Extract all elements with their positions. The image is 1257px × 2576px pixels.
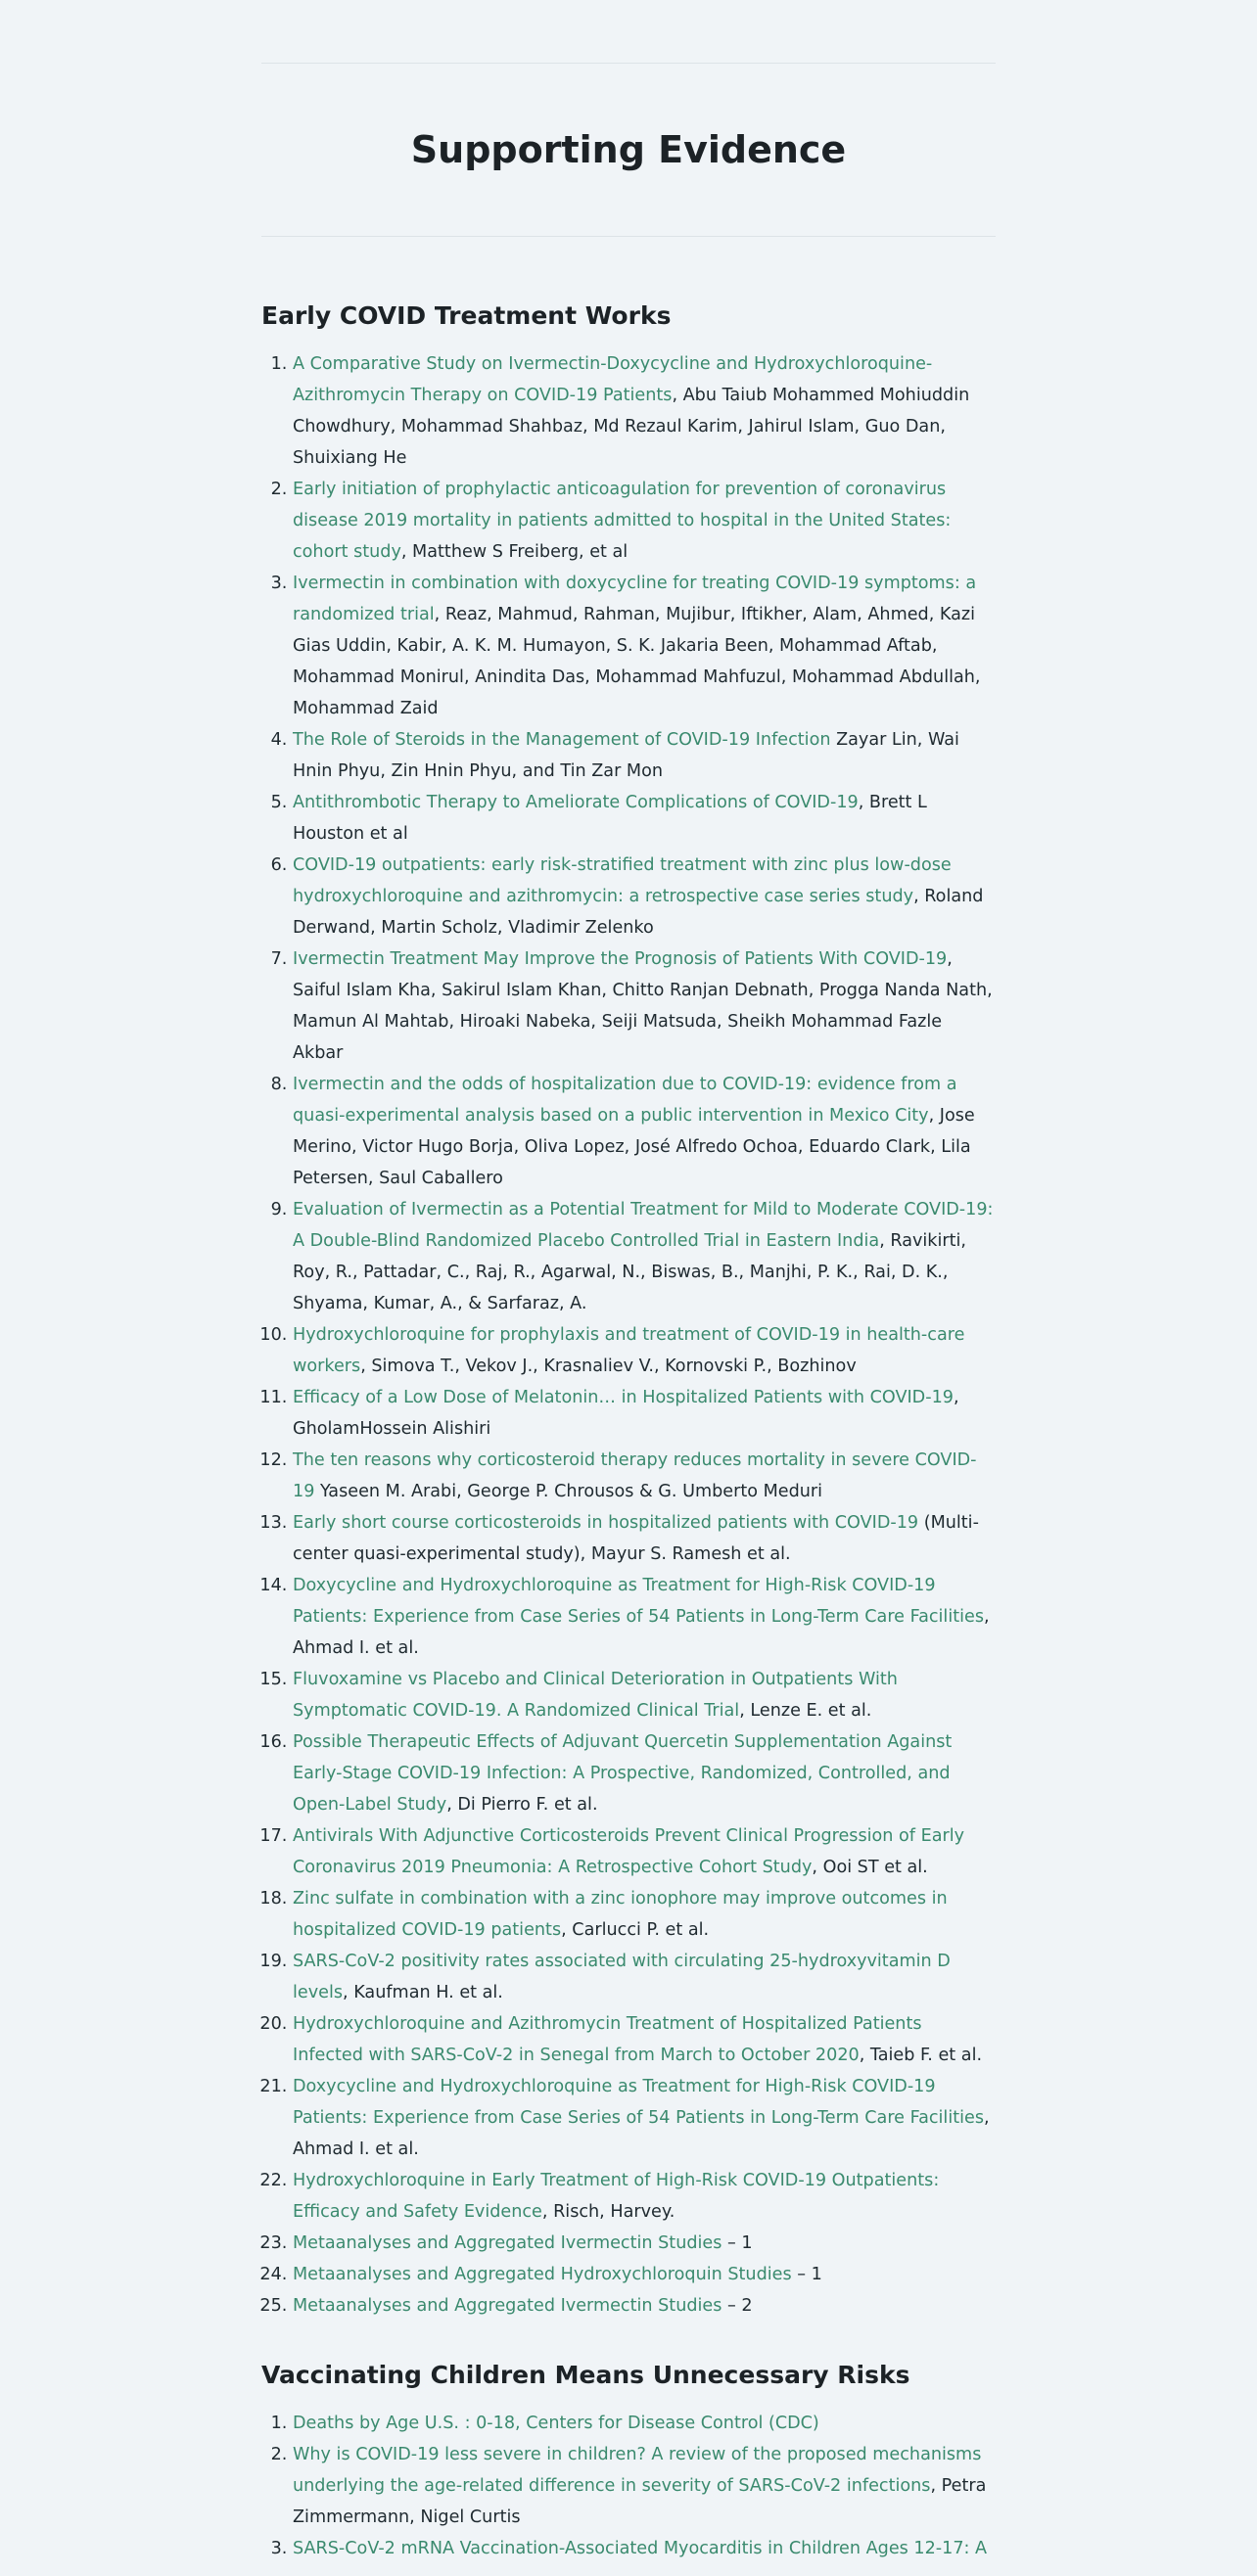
reference-link[interactable]: Hydroxychloroquine and Azithromycin Treatment of Hospitalized Patients Infected with SARS-CoV-2 in Senegal from March to October 2020 bbox=[293, 2014, 922, 2065]
reference-link[interactable]: The ten reasons why corticosteroid therapy reduces mortality in severe COVID-19 bbox=[293, 1450, 977, 1501]
reference-link[interactable]: A Comparative Study on Ivermectin-Doxycycline and Hydroxychloroquine-Azithromycin Therapy on COVID-19 Patients bbox=[293, 354, 933, 405]
reference-authors: , Ooi ST et al. bbox=[812, 1858, 928, 1877]
reference-item bbox=[293, 1883, 996, 1946]
reference-authors: – 1 bbox=[722, 2233, 753, 2253]
reference-item bbox=[293, 2408, 996, 2439]
reference-link[interactable]: Hydroxychloroquine for prophylaxis and treatment of COVID-19 in health-care workers bbox=[293, 1325, 965, 1376]
reference-item bbox=[293, 1726, 996, 1820]
reference-link[interactable]: Ivermectin in combination with doxycycline for treating COVID-19 symptoms: a randomized trial bbox=[293, 574, 977, 624]
reference-authors: , Saiful Islam Kha, Sakirul Islam Khan, Chitto Ranjan Debnath, Progga Nanda Nath, Mamun Al Mahtab, Hiroaki Nabeka, Seiji Matsuda, Sheikh Mohammad Fazle Akbar bbox=[293, 949, 993, 1063]
reference-link[interactable]: COVID-19 outpatients: early risk-stratified treatment with zinc plus low-dose hydroxychloroquine and azithromycin: a retrospective case series study bbox=[293, 855, 952, 906]
reference-authors: , Risch, Harvey. bbox=[541, 2202, 675, 2222]
reference-link[interactable]: Evaluation of Ivermectin as a Potential Treatment for Mild to Moderate COVID-19: A Double-Blind Randomized Placebo Controlled Trial in Eastern India bbox=[293, 1200, 994, 1251]
section-heading-vaccinating-children: Vaccinating Children Means Unnecessary Risks bbox=[261, 2361, 910, 2389]
reference-authors: , GholamHossein Alishiri bbox=[293, 1388, 959, 1439]
reference-item bbox=[293, 1820, 996, 1883]
reference-authors: , Ahmad I. et al. bbox=[293, 2108, 990, 2159]
reference-authors: , Carlucci P. et al. bbox=[561, 1920, 710, 1940]
reference-authors: , Ahmad I. et al. bbox=[293, 1607, 990, 1658]
reference-item bbox=[293, 568, 996, 724]
reference-link[interactable]: Metaanalyses and Aggregated Ivermectin Studies bbox=[293, 2233, 722, 2253]
reference-authors: , Petra Zimmermann, Nigel Curtis bbox=[293, 2476, 987, 2527]
reference-authors: , Lenze E. et al. bbox=[739, 1701, 872, 1721]
reference-authors: – 1 bbox=[791, 2265, 822, 2284]
reference-item bbox=[293, 1069, 996, 1194]
reference-link[interactable]: SARS-CoV-2 mRNA Vaccination-Associated Myocarditis in Children Ages 12-17: A bbox=[293, 2539, 988, 2558]
reference-authors: , Taieb F. et al. bbox=[859, 2046, 983, 2065]
title-divider bbox=[261, 236, 996, 237]
reference-item bbox=[293, 2071, 996, 2165]
reference-item bbox=[293, 850, 996, 943]
reference-authors: , Ravikirti, Roy, R., Pattadar, C., Raj, R., Agarwal, N., Biswas, B., Manjhi, P. K., Rai, D. K., Shyama, Kumar, A., & Sarfaraz, A. bbox=[293, 1231, 966, 1313]
reference-item bbox=[293, 348, 996, 474]
reference-item bbox=[293, 1664, 996, 1726]
reference-authors: , Roland Derwand, Martin Scholz, Vladimir Zelenko bbox=[293, 887, 984, 938]
reference-link[interactable]: Fluvoxamine vs Placebo and Clinical Deterioration in Outpatients With Symptomatic COVID-19. A Randomized Clinical Trial bbox=[293, 1670, 898, 1721]
reference-item bbox=[293, 1946, 996, 2008]
reference-authors: – 2 bbox=[722, 2296, 753, 2316]
reference-link[interactable]: Deaths by Age U.S. : 0-18, Centers for Disease Control (CDC) bbox=[293, 2414, 819, 2433]
reference-link[interactable]: Metaanalyses and Aggregated Ivermectin Studies bbox=[293, 2296, 722, 2316]
reference-item bbox=[293, 2533, 996, 2564]
reference-item bbox=[293, 1194, 996, 1319]
reference-item bbox=[293, 474, 996, 568]
reference-item bbox=[293, 787, 996, 850]
content-column bbox=[261, 63, 996, 2564]
reference-list-early-treatment bbox=[261, 348, 996, 2322]
reference-item bbox=[293, 2439, 996, 2533]
reference-authors: Zayar Lin, Wai Hnin Phyu, Zin Hnin Phyu, and Tin Zar Mon bbox=[293, 730, 959, 781]
reference-link[interactable]: Why is COVID-19 less severe in children? A review of the proposed mechanisms underlying the age-related difference in severity of SARS-CoV-2 infections bbox=[293, 2445, 982, 2496]
reference-item bbox=[293, 2290, 996, 2322]
reference-authors: , Abu Taiub Mohammed Mohiuddin Chowdhury, Mohammad Shahbaz, Md Rezaul Karim, Jahirul Islam, Guo Dan, Shuixiang He bbox=[293, 386, 970, 468]
reference-authors: , Brett L Houston et al bbox=[293, 793, 927, 844]
reference-list-vaccinating-children bbox=[261, 2408, 996, 2564]
reference-authors: , Simova T., Vekov J., Krasnaliev V., Kornovski P., Bozhinov bbox=[360, 1357, 857, 1376]
reference-item bbox=[293, 2165, 996, 2228]
reference-item bbox=[293, 2228, 996, 2259]
reference-item bbox=[293, 943, 996, 1069]
reference-link[interactable]: Doxycycline and Hydroxychloroquine as Treatment for High-Risk COVID-19 Patients: Experience from Case Series of 54 Patients in Long-Term Care Facilities bbox=[293, 2077, 984, 2128]
reference-link[interactable]: Early initiation of prophylactic anticoagulation for prevention of coronavirus disease 2019 mortality in patients admitted to hospital in the United States: cohort study bbox=[293, 480, 952, 562]
reference-item bbox=[293, 1319, 996, 1382]
reference-link[interactable]: Ivermectin and the odds of hospitalization due to COVID-19: evidence from a quasi-experimental analysis based on a public intervention in Mexico City bbox=[293, 1075, 957, 1126]
reference-link[interactable]: Possible Therapeutic Effects of Adjuvant Quercetin Supplementation Against Early-Stage COVID-19 Infection: A Prospective, Randomized, Controlled, and Open-Label Study bbox=[293, 1732, 953, 1815]
reference-authors: , Kaufman H. et al. bbox=[343, 1983, 503, 2002]
reference-link[interactable]: Efficacy of a Low Dose of Melatonin… in Hospitalized Patients with COVID-19 bbox=[293, 1388, 954, 1407]
reference-item bbox=[293, 1570, 996, 1664]
reference-link[interactable]: Hydroxychloroquine in Early Treatment of High-Risk COVID-19 Outpatients: Efficacy and Safety Evidence bbox=[293, 2171, 940, 2222]
reference-link[interactable]: Metaanalyses and Aggregated Hydroxychloroquin Studies bbox=[293, 2265, 792, 2284]
reference-link[interactable]: SARS-CoV-2 positivity rates associated with circulating 25-hydroxyvitamin D levels bbox=[293, 1952, 951, 2002]
reference-authors: (Multi-center quasi-experimental study), Mayur S. Ramesh et al. bbox=[293, 1513, 979, 1564]
reference-authors: Yaseen M. Arabi, George P. Chrousos & G. Umberto Meduri bbox=[314, 1482, 823, 1501]
reference-link[interactable]: Zinc sulfate in combination with a zinc ionophore may improve outcomes in hospitalized COVID-19 patients bbox=[293, 1889, 948, 1940]
section-heading-early-treatment: Early COVID Treatment Works bbox=[261, 301, 672, 330]
reference-link[interactable]: Antithrombotic Therapy to Ameliorate Complications of COVID-19 bbox=[293, 793, 859, 812]
reference-link[interactable]: Ivermectin Treatment May Improve the Prognosis of Patients With COVID-19 bbox=[293, 949, 948, 969]
reference-item bbox=[293, 724, 996, 787]
reference-authors: , Jose Merino, Victor Hugo Borja, Oliva Lopez, José Alfredo Ochoa, Eduardo Clark, Lila Petersen, Saul Caballero bbox=[293, 1106, 975, 1188]
page-title: Supporting Evidence bbox=[410, 128, 847, 171]
reference-item bbox=[293, 1507, 996, 1570]
reference-authors: , Reaz, Mahmud, Rahman, Mujibur, Iftikher, Alam, Ahmed, Kazi Gias Uddin, Kabir, A. K. M. Humayon, S. K. Jakaria Been, Mohammad Aftab, Mohammad Monirul, Anindita Das, Mohammad Mahfuzul, Mohammad Abdullah, Mohammad Zaid bbox=[293, 605, 981, 718]
reference-authors: , Di Pierro F. et al. bbox=[446, 1795, 598, 1815]
reference-link[interactable]: The Role of Steroids in the Management of COVID-19 Infection bbox=[293, 730, 831, 750]
reference-link[interactable]: Antivirals With Adjunctive Corticosteroids Prevent Clinical Progression of Early Coronavirus 2019 Pneumonia: A Retrospective Cohort Study bbox=[293, 1826, 965, 1877]
reference-link[interactable]: Early short course corticosteroids in hospitalized patients with COVID-19 bbox=[293, 1513, 919, 1533]
reference-item bbox=[293, 2259, 996, 2290]
reference-item bbox=[293, 2008, 996, 2071]
reference-link[interactable]: Doxycycline and Hydroxychloroquine as Treatment for High-Risk COVID-19 Patients: Experience from Case Series of 54 Patients in Long-Term Care Facilities bbox=[293, 1576, 984, 1627]
reference-item bbox=[293, 1445, 996, 1507]
reference-authors: , Matthew S Freiberg, et al bbox=[400, 542, 628, 562]
reference-item bbox=[293, 1382, 996, 1445]
